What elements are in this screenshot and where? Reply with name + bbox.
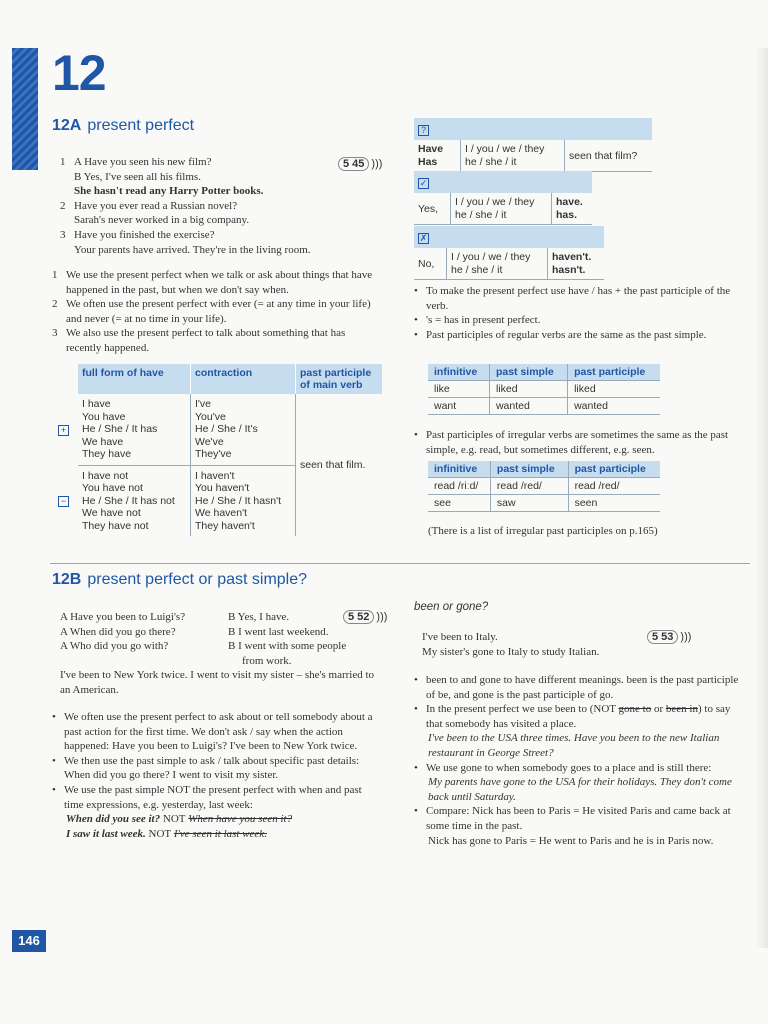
section-name: present perfect xyxy=(87,117,195,134)
audio-track[interactable]: 5 52 ))) xyxy=(343,610,387,624)
cross-icon: ✗ xyxy=(419,233,428,243)
dialogue-12b-b: B Yes, I have. B I went last weekend. B I went with some people from work. xyxy=(228,611,347,667)
rule-item: 3 We also use the present perfect to talk about something that has recently happened. xyxy=(52,327,346,354)
bullets-12a xyxy=(414,284,749,342)
question-icon: ? xyxy=(418,125,429,136)
dialogue-line: Your parents have arrived. They're in the living room. xyxy=(74,243,311,256)
irregular-list-note: (There is a list of irregular past participles on p.165) xyxy=(428,525,658,537)
bullet-item: • 's = has in present perfect. xyxy=(414,313,749,328)
table-row: read /riːd/ read /red/ read /red/ xyxy=(428,478,660,495)
example-line: My parents have gone to the USA for their holidays. They don't come back until Saturday. xyxy=(428,776,732,803)
page-edge xyxy=(756,48,768,948)
rules-12a xyxy=(52,268,382,356)
section-12b-title xyxy=(52,571,307,589)
rule-item: 1 We use the present perfect when we talk or ask about things that have happened in the past, but when we don't say when. xyxy=(52,269,373,296)
negative-full-forms: I have not You have not He / She / It has not We have not They have not xyxy=(82,469,175,532)
dialogue-line: B Yes, I've seen all his films. xyxy=(74,170,201,183)
short-answer-no-table: ✗ No, I / you / we / they he / she / it haven't. hasn't. xyxy=(414,226,604,280)
plus-icon: + xyxy=(58,425,69,436)
participle-cell: seen that film. xyxy=(296,394,383,536)
audio-track[interactable]: 5 45 ))) xyxy=(338,157,382,171)
bullet-item: • In the present perfect we use been to (NOT gone to or been in) to say that somebody has visited a place. xyxy=(414,702,749,731)
table-row: want wanted wanted xyxy=(428,398,660,415)
bullets-12b xyxy=(52,710,382,841)
section-divider xyxy=(50,563,750,564)
dialogue-item: 2 Have you ever read a Russian novel? xyxy=(60,199,238,212)
bullet-item: • To make the present perfect use have / has + the past participle of the verb. xyxy=(414,284,749,313)
rule-item: 2 We often use the present perfect with ever (= at any time in your life) and never (= at no time in your life). xyxy=(52,298,371,325)
bullet-item: • been to and gone to have different meanings. been is the past participle of be, and gone is the past participle of go. xyxy=(414,673,749,702)
column-header: past participle of main verb xyxy=(296,364,383,394)
section-code: 12A xyxy=(52,117,82,134)
dialogue-12a xyxy=(60,155,335,257)
dialogue-item: 1 A Have you seen his new film? xyxy=(60,156,212,168)
example-12b: I've been to New York twice. I went to visit my sister – she's married to an American. xyxy=(60,669,375,696)
bullet-item: • Compare: Nick has been to Paris = He visited Paris and came back at some time in the past. xyxy=(414,804,749,833)
bullet-item: • Past participles of regular verbs are the same as the past simple. xyxy=(414,328,749,343)
audio-icon: 5 45 xyxy=(338,157,369,171)
audio-icon: 5 52 xyxy=(343,610,374,624)
bullets-been-gone xyxy=(414,673,749,848)
column-header: contraction xyxy=(191,364,296,394)
negative-contractions: I haven't You haven't He / She / It hasn't We haven't They haven't xyxy=(191,465,296,536)
page-number: 146 xyxy=(12,930,46,952)
bullet-item: • We often use the present perfect to ask about or tell somebody about a past action for the first time. We don't ask / say when the action happened: Have you been to Luigi's? I've been to New York twice. xyxy=(52,710,382,754)
table-row: like liked liked xyxy=(428,381,660,398)
minus-icon: − xyxy=(58,496,69,507)
question-table: ? Have Has I / you / we / they he / she / it seen that film? xyxy=(414,118,652,172)
audio-icon: 5 53 xyxy=(647,630,678,644)
section-12a-title xyxy=(52,117,194,135)
section-name: present perfect or past simple? xyxy=(87,571,308,588)
been-gone-examples: I've been to Italy. My sister's gone to Italy to study Italian. xyxy=(422,631,600,658)
chapter-number: 12 xyxy=(52,45,106,101)
audio-track[interactable]: 5 53 ))) xyxy=(647,630,691,644)
dialogue-item: 3 Have you finished the exercise? xyxy=(60,228,215,241)
bullet-item: • We then use the past simple to ask / talk about specific past details: When did you go there? I went to visit my sister. xyxy=(52,754,382,783)
short-answer-yes-table: ✓ Yes, I / you / we / they he / she / it have. has. xyxy=(414,171,592,225)
positive-contractions: I've You've He / She / It's We've They've xyxy=(191,394,296,465)
dialogue-12b-a: A Have you been to Luigi's? A When did you go there? A Who did you go with? xyxy=(60,611,186,653)
dialogue-line: Sarah's never worked in a big company. xyxy=(74,214,250,227)
irregular-bullet: • Past participles of irregular verbs are sometimes the same as the past simple, e.g. read, but sometimes different, e.g. seen. xyxy=(414,428,749,457)
bullet-item: • We use gone to when somebody goes to a place and is still there: xyxy=(414,761,749,776)
example-line: I've been to the USA three times. Have you been to the new Italian restaurant in George Street? xyxy=(428,732,720,759)
example-line: I saw it last week. NOT I've seen it last week. xyxy=(66,827,267,840)
irregular-verbs-table: infinitive past simple past participle read /riːd/ read /red/ read /red/ see saw seen xyxy=(428,461,660,512)
example-line: When did you see it? NOT When have you seen it? xyxy=(66,813,293,826)
check-icon: ✓ xyxy=(419,178,428,188)
regular-verbs-table: infinitive past simple past participle like liked liked want wanted wanted xyxy=(428,364,660,415)
table-row: see saw seen xyxy=(428,495,660,512)
chapter-stripe xyxy=(12,48,38,170)
example-line: Nick has gone to Paris = He went to Paris and he is in Paris now. xyxy=(428,834,714,847)
present-perfect-table xyxy=(56,364,382,536)
been-gone-title: been or gone? xyxy=(414,601,489,613)
dialogue-line: She hasn't read any Harry Potter books. xyxy=(74,185,264,198)
section-code: 12B xyxy=(52,571,82,588)
bullet-item: • We use the past simple NOT the present perfect with when and past time expressions, e.g. yesterday, last week: xyxy=(52,783,382,812)
column-header: full form of have xyxy=(78,364,191,394)
positive-full-forms: I have You have He / She / It has We have They have xyxy=(78,394,191,465)
